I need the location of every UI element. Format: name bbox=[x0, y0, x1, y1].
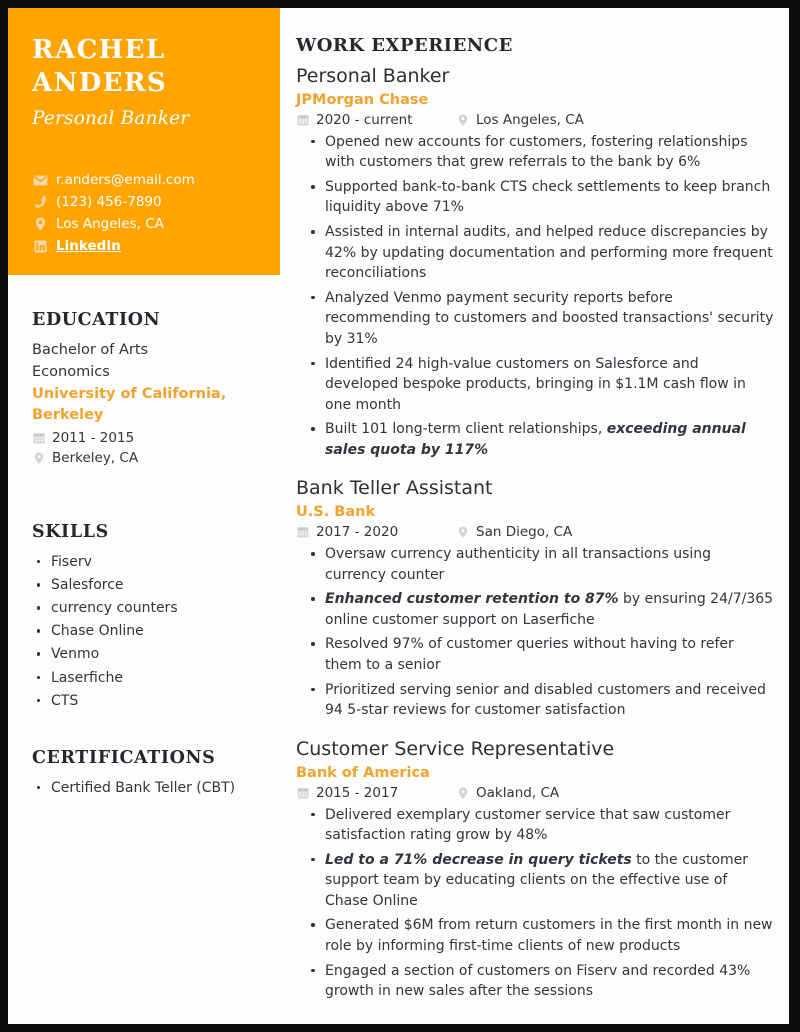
education-heading: EDUCATION bbox=[32, 310, 161, 330]
certifications-section bbox=[32, 748, 270, 800]
list-item: Fiserv bbox=[32, 551, 270, 573]
job-meta bbox=[296, 785, 774, 801]
list-item: Laserfiche bbox=[32, 667, 270, 689]
resume-page bbox=[8, 8, 789, 1024]
job-bullets bbox=[296, 544, 774, 721]
location-pin-icon bbox=[32, 452, 46, 464]
calendar-icon bbox=[32, 432, 46, 444]
envelope-icon bbox=[32, 175, 49, 186]
education-location-row bbox=[32, 450, 270, 466]
contact-item-location bbox=[32, 216, 272, 232]
bullet-text: by ensuring 24/7/365 online customer support on Laserfiche bbox=[325, 591, 774, 628]
list-item: Analyzed Venmo payment security reports before recommending to customers and boosted transactions' security by 31% bbox=[296, 288, 774, 350]
bullet-text: Built 101 long-term client relationships, bbox=[325, 421, 607, 438]
certifications-heading: CERTIFICATIONS bbox=[32, 748, 216, 768]
list-item: currency counters bbox=[32, 597, 270, 619]
sidebar bbox=[8, 8, 280, 1024]
contact-item-linkedin[interactable] bbox=[32, 238, 272, 254]
contact-list bbox=[32, 172, 272, 260]
job-company: U.S. Bank bbox=[296, 504, 376, 521]
job-company: JPMorgan Chase bbox=[296, 91, 429, 108]
list-item: Generated $6M from return customers in the first month in new role by informing first-time clients of new products bbox=[296, 915, 774, 956]
job-location-row bbox=[456, 524, 572, 540]
education-section bbox=[32, 310, 270, 466]
job-dates-row bbox=[296, 524, 456, 540]
job-role: Personal Banker bbox=[296, 65, 450, 87]
job-location-row bbox=[456, 785, 559, 801]
contact-item-email bbox=[32, 172, 272, 188]
education-school: University of California, Berkeley bbox=[32, 386, 227, 423]
job-dates: 2017 - 2020 bbox=[316, 524, 399, 541]
name-block bbox=[32, 34, 264, 129]
list-item: Salesforce bbox=[32, 574, 270, 596]
job-entry bbox=[296, 65, 774, 460]
job-meta bbox=[296, 524, 774, 540]
job-location: Los Angeles, CA bbox=[476, 111, 584, 128]
calendar-icon bbox=[296, 114, 310, 126]
job-dates: 2020 - current bbox=[316, 111, 413, 128]
list-item: Identified 24 high-value customers on Salesforce and developed bespoke products, bringing in $1.1M cash flow in one month bbox=[296, 354, 774, 416]
education-degree: Bachelor of Arts bbox=[32, 342, 149, 358]
list-item: Opened new accounts for customers, fostering relationships with customers that grew referrals to the bank by 6% bbox=[296, 132, 774, 173]
list-item: Resolved 97% of customer queries without having to refer them to a senior bbox=[296, 634, 774, 675]
calendar-icon bbox=[296, 526, 310, 538]
location-pin-icon bbox=[32, 217, 49, 231]
list-item: Venmo bbox=[32, 643, 270, 665]
contact-phone-text: (123) 456-7890 bbox=[56, 194, 162, 210]
skills-heading: SKILLS bbox=[32, 522, 109, 542]
job-dates-row bbox=[296, 112, 456, 128]
job-role: Customer Service Representative bbox=[296, 737, 615, 760]
skills-list bbox=[32, 551, 270, 712]
education-dates-row bbox=[32, 430, 270, 446]
list-item: Engaged a section of customers on Fiserv and recorded 43% growth in new sales after the sessions bbox=[296, 961, 774, 1002]
bullet-emphasis: Led to a 71% decrease in query tickets bbox=[325, 851, 632, 868]
job-location: San Diego, CA bbox=[476, 524, 573, 541]
contact-location-text: Los Angeles, CA bbox=[56, 216, 164, 232]
list-item: Supported bank-to-bank CTS check settlements to keep branch liquidity above 71% bbox=[296, 177, 774, 218]
last-name: ANDERS bbox=[32, 68, 168, 99]
list-item: CTS bbox=[32, 690, 270, 712]
job-entry bbox=[296, 477, 774, 720]
list-item bbox=[296, 589, 774, 630]
job-company: Bank of America bbox=[296, 764, 430, 781]
header-job-title: Personal Banker bbox=[32, 108, 190, 130]
bullet-text: to the customer support team by educating clients on the effective use of Chase Online bbox=[325, 851, 749, 909]
bullet-emphasis: exceeding annual sales quota by 117% bbox=[325, 421, 746, 458]
phone-icon bbox=[32, 195, 49, 209]
skills-section bbox=[32, 522, 270, 713]
job-bullets bbox=[296, 805, 774, 1002]
calendar-icon bbox=[296, 787, 310, 799]
contact-linkedin-text[interactable]: LinkedIn bbox=[56, 238, 121, 254]
job-dates-row bbox=[296, 785, 456, 801]
location-pin-icon bbox=[456, 787, 470, 799]
work-experience-heading: WORK EXPERIENCE bbox=[296, 35, 513, 56]
linkedin-icon bbox=[32, 240, 49, 253]
location-pin-icon bbox=[456, 526, 470, 538]
job-dates: 2015 - 2017 bbox=[316, 784, 399, 801]
job-location-row bbox=[456, 112, 584, 128]
first-name: RACHEL bbox=[32, 35, 166, 65]
list-item: Delivered exemplary customer service that saw customer satisfaction rating grow by 48% bbox=[296, 805, 774, 846]
contact-email-text: r.anders@email.com bbox=[56, 172, 195, 188]
education-field: Economics bbox=[32, 364, 110, 381]
list-item bbox=[296, 850, 774, 912]
bullet-emphasis: Enhanced customer retention to 87% bbox=[325, 591, 619, 608]
job-location: Oakland, CA bbox=[476, 784, 560, 801]
list-item: Assisted in internal audits, and helped reduce discrepancies by 42% by updating documentation and performing more frequent reconciliations bbox=[296, 222, 774, 284]
list-item: Certified Bank Teller (CBT) bbox=[32, 777, 270, 799]
education-dates: 2011 - 2015 bbox=[52, 429, 135, 446]
job-bullets bbox=[296, 132, 774, 461]
location-pin-icon bbox=[456, 114, 470, 126]
job-meta bbox=[296, 112, 774, 128]
list-item bbox=[296, 419, 774, 460]
certifications-list bbox=[32, 777, 270, 799]
work-experience-section bbox=[296, 35, 774, 1019]
contact-item-phone bbox=[32, 194, 272, 210]
list-item: Prioritized serving senior and disabled customers and received 94 5-star reviews for customer satisfaction bbox=[296, 680, 774, 721]
job-role: Bank Teller Assistant bbox=[296, 477, 493, 500]
education-location: Berkeley, CA bbox=[52, 449, 139, 466]
list-item: Chase Online bbox=[32, 620, 270, 642]
list-item: Oversaw currency authenticity in all transactions using currency counter bbox=[296, 544, 774, 585]
job-entry bbox=[296, 738, 774, 1002]
